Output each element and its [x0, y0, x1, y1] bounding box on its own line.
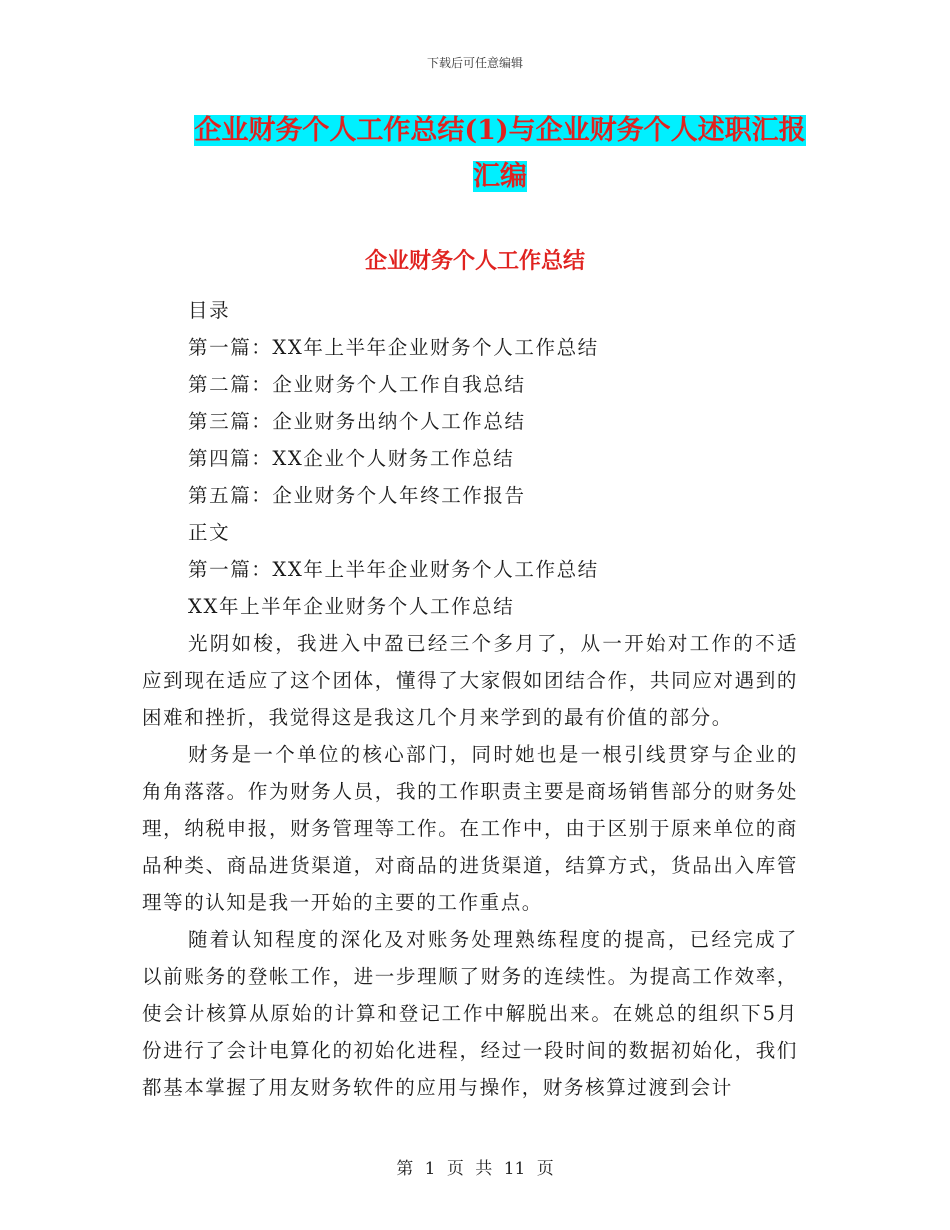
document-title-text: 企业财务个人工作总结(1)与企业财务个人述职汇报汇编: [194, 115, 806, 192]
toc-item: 第一篇：XX年上半年企业财务个人工作总结: [188, 336, 599, 359]
toc-heading: 目录: [188, 299, 231, 322]
document-title: [188, 108, 812, 200]
section-subtitle: 企业财务个人工作总结: [364, 248, 585, 274]
page-footer: 第 1 页 共 11 页: [396, 1159, 554, 1179]
toc-item: 第四篇：XX企业个人财务工作总结: [188, 447, 515, 470]
document-body: [142, 292, 798, 1106]
toc-item: 第二篇：企业财务个人工作自我总结: [188, 373, 526, 396]
body-paragraph: 财务是一个单位的核心部门，同时她也是一根引线贯穿与企业的角角落落。作为财务人员，我的工作职责主要是商场销售部分的财务处理，纳税申报，财务管理等工作。在工作中，由于区别于原来单位的商品种类、商品进货渠道，对商品的进货渠道，结算方式，货品出入库管理等的认知是我一开始的主要的工作重点。: [142, 743, 798, 914]
body-heading: 正文: [188, 521, 231, 544]
page-header: 下载后可任意编辑: [426, 56, 523, 70]
body-paragraph: 光阴如梭，我进入中盈已经三个多月了，从一开始对工作的不适应到现在适应了这个团体，懂得了大家假如团结合作，共同应对遇到的困难和挫折，我觉得这是我这几个月来学到的最有价值的部分。: [142, 632, 798, 729]
section-title: XX年上半年企业财务个人工作总结: [188, 595, 515, 618]
toc-item: 第三篇：企业财务出纳个人工作总结: [188, 410, 526, 433]
toc-item: 第五篇：企业财务个人年终工作报告: [188, 484, 526, 507]
section-heading: 第一篇：XX年上半年企业财务个人工作总结: [188, 558, 599, 581]
body-paragraph: 随着认知程度的深化及对账务处理熟练程度的提高，已经完成了以前账务的登帐工作，进一步理顺了财务的连续性。为提高工作效率，使会计核算从原始的计算和登记工作中解脱出来。在姚总的组织下5月份进行了会计电算化的初始化进程，经过一段时间的数据初始化，我们都基本掌握了用友财务软件的应用与操作，财务核算过渡到会计: [142, 928, 798, 1099]
